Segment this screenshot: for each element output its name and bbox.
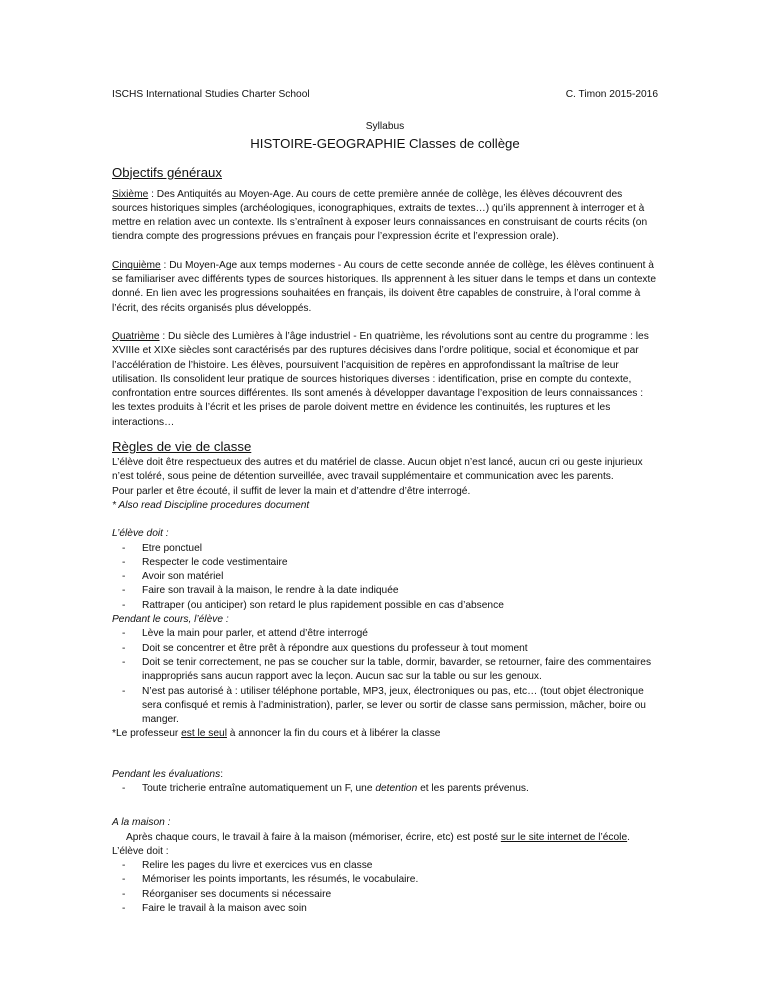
list-item	[112, 782, 658, 796]
eleve-doit-list	[112, 542, 658, 613]
pendant-cours-list	[112, 627, 658, 727]
objectifs-heading: Objectifs généraux	[112, 164, 222, 180]
evaluations-list	[112, 782, 658, 796]
evaluations-colon: :	[220, 768, 224, 780]
evaluations-label-line	[112, 768, 658, 782]
evaluations-label: Pendant les évaluations	[112, 768, 221, 780]
syllabus-label: Syllabus	[365, 121, 405, 133]
list-item: - Réorganiser ses documents si nécessaire	[112, 888, 658, 902]
maison-intro-after: .	[627, 831, 630, 843]
cinquieme-label: Cinquième	[112, 259, 161, 271]
list-item: - Rattraper (ou anticiper) son retard le plus rapidement possible en cas d’absence	[112, 599, 658, 613]
maison-eleve-doit: L’élève doit :	[112, 845, 169, 857]
maison-label: A la maison :	[112, 817, 171, 829]
document-header	[112, 88, 658, 102]
maison-list	[112, 859, 658, 916]
author-year: C. Timon 2015-2016	[565, 89, 658, 100]
also-read-note: * Also read Discipline procedures document	[112, 499, 310, 511]
professeur-after: à annoncer la fin du cours et à libérer la classe	[226, 728, 441, 740]
evaluations-item-italic: detention	[375, 782, 418, 794]
regles-parler: Pour parler et être écouté, il suffit de lever la main et d’attendre d’être interrogé.	[112, 485, 471, 497]
list-item: - N’est pas autorisé à : utiliser téléphone portable, MP3, jeux, électroniques ou pas, etc… (tout objet électronique sera confisqué et remis à l’administration), parler, se lever ou sortir de classe sans permission, mâcher, boire ou manger.	[112, 685, 658, 728]
quatrieme-text: : Du siècle des Lumières à l’âge industriel - En quatrième, les révolutions sont au centre du programme : les XVIIIe et XIXe siècles sont caractérisés par des ruptures décisives dans l’ordre politique, social et économique et par l’accélération de l’histoire. Les élèves, poursuivent l’acquisition de repères en approfondissant la maîtrise de leur utilisation. Ils consolident leur pratique de sources historiques diverses : identification, prise en compte du contexte, confrontation entre sources différentes. Ils sont amenés à développer davantage l’exposition de leurs connaissances : les textes produits à l’écrit et les prises de parole doivent mettre en évidence les continuités, les ruptures et les interactions…	[112, 330, 649, 428]
list-item: - Relire les pages du livre et exercices vus en classe	[112, 859, 658, 873]
regles-heading: Règles de vie de classe	[112, 439, 252, 455]
cinquieme-paragraph	[112, 259, 658, 316]
list-item: - Avoir son matériel	[112, 570, 658, 584]
page-title: HISTOIRE-GEOGRAPHIE Classes de collège	[250, 135, 520, 151]
sixieme-text: : Des Antiquités au Moyen-Age. Au cours de cette première année de collège, les élèves découvrent des sources historiques simples (archéologiques, iconographiques, extraits de textes…) qu’ils apprennent à interroger et à mettre en relation avec un contexte. Ils s’entraînent à exposer leurs connaissances en construisant de courts récits (on tiendra compte des progressions prévues en français pour l’expression écrite et l’expression orale).	[112, 188, 648, 243]
professeur-note	[112, 727, 658, 741]
evaluations-item-after: et les parents prévenus.	[417, 782, 529, 794]
list-item: - Faire le travail à la maison avec soin	[112, 902, 658, 916]
maison-intro-before: Après chaque cours, le travail à faire à la maison (mémoriser, écrire, etc) est posté	[126, 831, 501, 843]
maison-intro	[112, 831, 658, 845]
list-item: - Lève la main pour parler, et attend d’être interrogé	[112, 627, 658, 641]
sixieme-label: Sixième	[112, 188, 149, 200]
cinquieme-text: : Du Moyen-Age aux temps modernes - Au cours de cette seconde année de collège, les élèves continuent à se familiariser avec différents types de sources historiques. Ils apprennent à les situer dans le temps et dans un contexte donné. En lien avec les progressions souhaitées en français, ils doivent être capables de construire, à l’oral comme à l’écrit, des récits organisés plus développés.	[112, 259, 657, 314]
evaluations-item-before: Toute tricherie entraîne automatiquement un F, une	[142, 782, 376, 794]
quatrieme-label: Quatrième	[112, 330, 160, 342]
list-item: - Mémoriser les points importants, les résumés, le vocabulaire.	[112, 873, 658, 887]
school-website-link[interactable]: sur le site internet de l’école	[500, 831, 628, 843]
quatrieme-paragraph	[112, 330, 658, 430]
pendant-cours-label: Pendant le cours, l’élève :	[112, 614, 229, 626]
list-item: - Etre ponctuel	[112, 542, 658, 556]
list-item: - Doit se tenir correctement, ne pas se coucher sur la table, dormir, bavarder, se retourner, faire des commentaires inappropriés sans aucun rapport avec la leçon. Aucun sac sur la table ou sur les genoux.	[112, 656, 658, 685]
eleve-doit-label: L’élève doit :	[112, 528, 169, 540]
document-page	[112, 88, 658, 916]
list-item: - Faire son travail à la maison, le rendre à la date indiquée	[112, 584, 658, 598]
sixieme-paragraph	[112, 188, 658, 245]
professeur-underlined: est le seul	[181, 728, 227, 740]
professeur-before: *Le professeur	[112, 728, 182, 740]
list-item: - Doit se concentrer et être prêt à répondre aux questions du professeur à tout moment	[112, 642, 658, 656]
list-item: - Respecter le code vestimentaire	[112, 556, 658, 570]
school-name: ISCHS International Studies Charter School	[112, 89, 310, 100]
regles-intro: L’élève doit être respectueux des autres et du matériel de classe. Aucun objet n’est lancé, aucun cri ou geste injurieux n’est toléré, sous peine de détention surveillée, avec travail supplémentaire et communication avec les parents.	[112, 457, 643, 483]
